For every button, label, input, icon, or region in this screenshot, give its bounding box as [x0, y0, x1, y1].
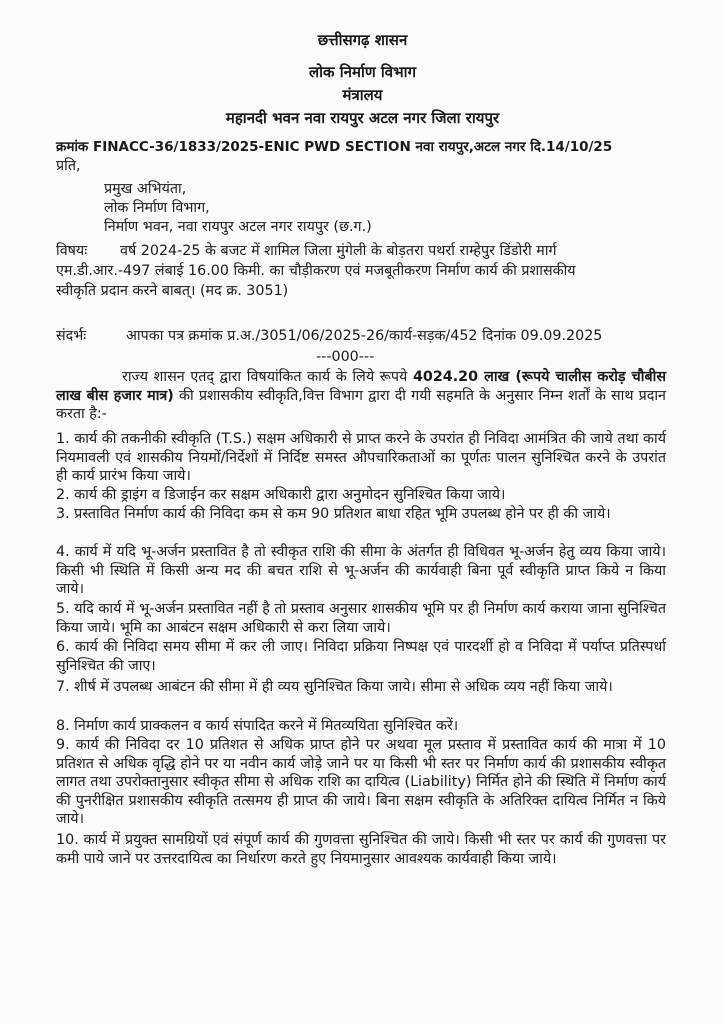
kramank-value: FINACC-36/1833/2025-ENIC PWD SECTION: [93, 139, 411, 155]
condition-5: 5. यदि कार्य में भू-अर्जन प्रस्तावित नहीं है तो प्रस्ताव अनुसार शासकीय भूमि पर ही निर्माण कार्य कराया जाना सुनिश्चित किया जाये। भूमि का आबंटन सक्षम अधिकारी से करा लिया जाये।: [56, 601, 666, 636]
header-department: लोक निर्माण विभाग: [308, 63, 417, 81]
condition-7: 7. शीर्ष में उपलब्ध आबंटन की सीमा में ही व्यय सुनिश्चित किया जाये। सीमा से अधिक व्यय नहीं किया जाये।: [56, 679, 613, 695]
intro-part-3: की प्रशासकीय स्वीकृति,वित्त विभाग द्वारा दी गयी सहमति के अनुसार निम्न शर्तों के साथ प्रदान करता है:-: [56, 387, 666, 423]
prati: प्रति,: [56, 158, 81, 174]
ref-number-row: [56, 138, 612, 156]
header-address: महानदी भवन नवा रायपुर अटल नगर जिला रायपुर: [225, 109, 500, 127]
subject-line-2: एम.डी.आर.-497 लंबाई 16.00 किमी. का चौड़ीकरण एवं मजबूतीकरण निर्माण कार्य की प्रशासकीय: [56, 263, 576, 279]
subject-label: विषयः: [56, 243, 88, 259]
reference-text: आपका पत्र क्रमांक प्र.अ./3051/06/2025-26/कार्य-सड़क/452 दिनांक 09.09.2025: [126, 328, 603, 344]
condition-6: 6. कार्य की निविदा समय सीमा में कर ली जाए। निविदा प्रक्रिया निष्पक्ष एवं पारदर्शी हो व निविदा में पर्याप्त प्रतिस्पर्धा सुनिश्चित की जाए।: [56, 639, 666, 674]
recipient-line-1: प्रमुख अभियंता,: [104, 181, 187, 197]
condition-1: 1. कार्य की तकनीकी स्वीकृति (T.S.) सक्षम अधिकारी से प्राप्त करने के उपरांत ही निविदा आमंत्रित की जाये तथा कार्य नियमावली एवं शासकीय नियमों/निर्देशों में निर्दिष्ट समस्त औपचारिकताओं का पूर्णतः पालन सुनिश्चित करने के उपरांत ही कार्य प्रारंभ किया जाये।: [56, 431, 666, 485]
condition-8: 8. निर्माण कार्य प्राक्कलन व कार्य संपादित करने में मितव्ययिता सुनिश्चित करें।: [56, 718, 459, 734]
condition-10: 10. कार्य में प्रयुक्त सामग्रियों एवं संपूर्ण कार्य की गुणवत्ता सुनिश्चित की जाये। किसी भी स्तर पर कार्य की गुणवत्ता पर कमी पाये जाने पर उत्तरदायित्व का निर्धारण करते हुए नियमानुसार आवश्यक कार्यवाही किया जाये।: [56, 832, 666, 867]
intro-amount-words: (रूपये चालीस करोड़ चौबीस लाख बीस हजार मात्र): [56, 369, 666, 404]
kramank-label: क्रमांक: [56, 139, 89, 155]
intro-part-1: राज्य शासन एतद् द्वारा विषयांकित कार्य के लिये रूपये: [122, 369, 413, 385]
reference-label: संदर्भः: [56, 328, 87, 344]
condition-4: 4. कार्य में यदि भू-अर्जन प्रस्तावित है तो स्वीकृत राशि की सीमा के अंतर्गत ही विधिवत भू-अर्जन हेतु व्यय किया जाये। किसी भी स्थिति में किसी अन्य मद की बचत राशि से भू-अर्जन की कार्यवाही बिना पूर्व स्वीकृति प्राप्त किये न किया जाये।: [56, 544, 666, 598]
condition-2: 2. कार्य की ड्राइंग व डिजाईन कर सक्षम अधिकारी द्वारा अनुमोदन सुनिश्चित किया जाये।: [56, 487, 506, 503]
sanction-amount: 4024.20 लाख: [412, 369, 510, 385]
header-ministry: मंत्रालय: [342, 86, 383, 104]
intro-paragraph: [56, 368, 666, 424]
recipient-line-2: लोक निर्माण विभाग,: [104, 200, 210, 216]
header-government: छत्तीसगढ़ शासन: [317, 31, 408, 49]
place-date: नवा रायपुर,अटल नगर दि.14/10/25: [415, 139, 613, 155]
recipient-line-3: निर्माण भवन, नवा रायपुर अटल नगर रायपुर (छ.ग.): [104, 219, 372, 235]
condition-3: 3. प्रस्तावित निर्माण कार्य की निविदा कम से कम 90 प्रतिशत बाधा रहित भूमि उपलब्ध होने पर ही की जाये।: [56, 506, 611, 522]
subject-line-3: स्वीकृति प्रदान करने बाबत्। (मद क्र. 3051): [56, 283, 289, 299]
condition-9: 9. कार्य की निविदा दर 10 प्रतिशत से अधिक प्राप्त होने पर अथवा मूल प्रस्ताव में प्रस्तावित कार्य की मात्रा में 10 प्रतिशत से अधिक वृद्धि होने पर या नवीन कार्य जोड़े जाने पर या किसी भी स्तर पर निर्माण कार्य की प्रशासकीय स्वीकृत लागत तथा उपरोक्तानुसार स्वीकृत सीमा से अधिक राशि का दायित्व (Liability) निर्मित होने की स्थिति में निर्माण कार्य की पुनरीक्षित प्रशासकीय स्वीकृति तत्समय ही प्राप्त की जाये। बिना सक्षम स्वीकृति के अतिरिक्त दायित्व निर्मित न किये जाये।: [56, 737, 666, 828]
separator: ---000---: [316, 349, 375, 365]
subject-line-1: वर्ष 2024-25 के बजट में शामिल जिला मुंगेली के बोड़तरा पथर्रा राम्हेपुर डिंडोरी मार्ग: [120, 243, 557, 259]
